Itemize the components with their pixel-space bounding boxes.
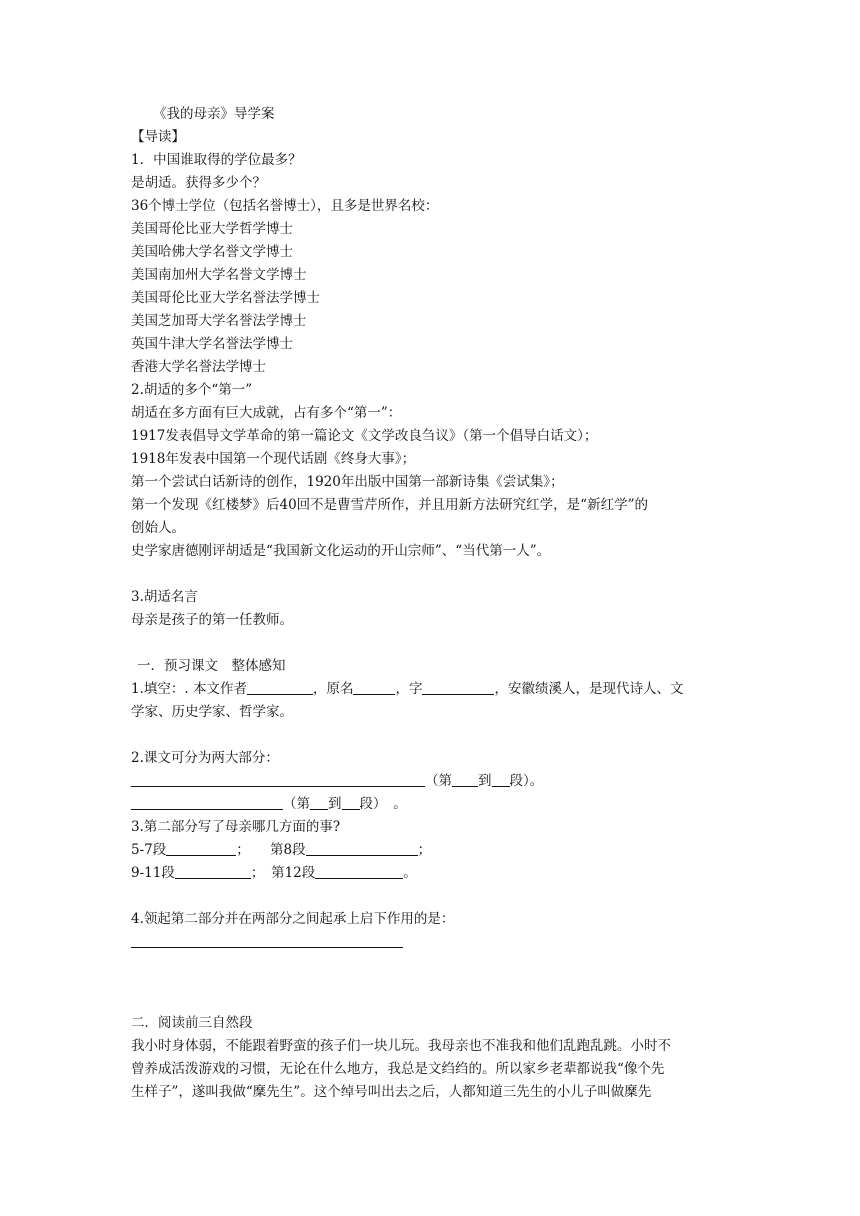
author-blank[interactable] (247, 679, 313, 695)
aspects-question: 3.第二部分写了母亲哪几方面的事? (131, 819, 341, 835)
part-text: 到 (478, 773, 492, 789)
guide-heading: 【导读】 (131, 129, 185, 145)
first-item: 1918年发表中国第一个现代话剧《终身大事》； (131, 451, 416, 467)
aspect-text: ； (417, 842, 432, 858)
passage-line: 我小时身体弱，不能跟着野蛮的孩子们一块儿玩。我母亲也不准我和他们乱跑乱跳。小时不 (131, 1038, 671, 1054)
parts-question: 2.课文可分为两大部分： (131, 750, 279, 766)
document-page (131, 103, 741, 1104)
historian-comment: 史学家唐德刚评胡适是“我国新文化运动的开山宗师”、“当代第一人”。 (131, 543, 551, 559)
section-1-heading: 一．预习课文 整体感知 (137, 658, 286, 674)
answer-1: 是胡适。获得多少个？ (131, 175, 266, 191)
firsts-intro: 胡适在多方面有巨大成就，占有多个“第一”： (131, 405, 402, 421)
part-text: 到 (328, 796, 342, 812)
courtesy-name-blank[interactable] (422, 679, 494, 695)
section-2-heading: 二．阅读前三自然段 (131, 1015, 253, 1031)
degree-item: 美国哥伦比亚大学哲学博士 (131, 221, 293, 237)
part-2-start-blank[interactable] (310, 794, 328, 810)
fill-in-question (131, 678, 741, 701)
aspect-5-7-blank[interactable] (166, 840, 236, 856)
degree-item: 美国芝加哥大学名誉法学博士 (131, 313, 307, 329)
quote-heading: 3.胡适名言 (131, 589, 198, 605)
aspect-text: 9-11段 (131, 865, 175, 881)
fill-text: ，字 (395, 681, 423, 697)
part-1-row (131, 770, 741, 793)
aspects-row-1 (131, 839, 741, 862)
degree-item: 美国哥伦比亚大学名誉法学博士 (131, 290, 320, 306)
first-item: 1917发表倡导文学革命的第一篇论文《文学改良刍议》（第一个倡导白话文）； (131, 428, 598, 444)
document-title: 《我的母亲》导学案 (153, 106, 275, 122)
passage-line: 生样子”，遂叫我做“穈先生”。这个绰号叫出去之后，人都知道三先生的小儿子叫做穈先 (131, 1084, 652, 1100)
aspect-9-11-blank[interactable] (175, 863, 251, 879)
part-text: （第 (283, 796, 310, 812)
degrees-intro: 36个博士学位（包括名誉博士），且多是世界名校： (131, 198, 439, 214)
degree-item: 英国牛津大学名誉法学博士 (131, 336, 293, 352)
part-1-start-blank[interactable] (452, 771, 478, 787)
aspect-12-blank[interactable] (315, 863, 403, 879)
part-2-blank[interactable] (131, 794, 283, 810)
aspect-8-blank[interactable] (306, 840, 418, 856)
part-2-end-blank[interactable] (342, 794, 360, 810)
first-item: 第一个发现《红楼梦》后40回不是曹雪芹所作，并且用新方法研究红学，是“新红学”的 (131, 497, 648, 513)
question-1: 1．中国谁取得的学位最多？ (131, 152, 302, 168)
aspect-text: 5-7段 (131, 842, 167, 858)
passage-line: 曾养成活泼游戏的习惯，无论在什么地方，我总是文绉绉的。所以家乡老辈都说我“像个先 (131, 1061, 665, 1077)
part-text: （第 (425, 773, 452, 789)
firsts-heading: 2.胡适的多个“第一” (131, 382, 253, 398)
part-text: 段） 。 (359, 796, 407, 812)
aspect-text: ； 第8段 (236, 842, 306, 858)
transition-question: 4.领起第二部分并在两部分之间起承上启下作用的是： (131, 911, 455, 927)
first-item: 第一个尝试白话新诗的创作，1920年出版中国第一部新诗集《尝试集》； (131, 474, 564, 490)
original-name-blank[interactable] (353, 679, 395, 695)
aspects-row-2 (131, 862, 741, 885)
aspect-text: ； 第12段 (250, 865, 316, 881)
quote-text: 母亲是孩子的第一任教师。 (131, 612, 293, 628)
fill-text: 1.填空：. 本文作者 (131, 681, 247, 697)
part-1-end-blank[interactable] (492, 771, 510, 787)
degree-item: 香港大学名誉法学博士 (131, 359, 266, 375)
degree-item: 美国南加州大学名誉文学博士 (131, 267, 307, 283)
part-text: 段）。 (509, 773, 544, 789)
fill-continuation: 学家、历史学家、哲学家。 (131, 704, 293, 720)
part-2-row (131, 793, 741, 816)
degree-item: 美国哈佛大学名誉文学博士 (131, 244, 293, 260)
part-1-blank[interactable] (131, 771, 425, 787)
transition-blank[interactable] (131, 932, 403, 948)
fill-text: ，原名 (312, 681, 354, 697)
first-item: 创始人。 (131, 520, 185, 536)
fill-text: ，安徽绩溪人，是现代诗人、文 (494, 681, 684, 697)
transition-answer-row (131, 931, 741, 954)
aspect-text: 。 (403, 865, 417, 881)
